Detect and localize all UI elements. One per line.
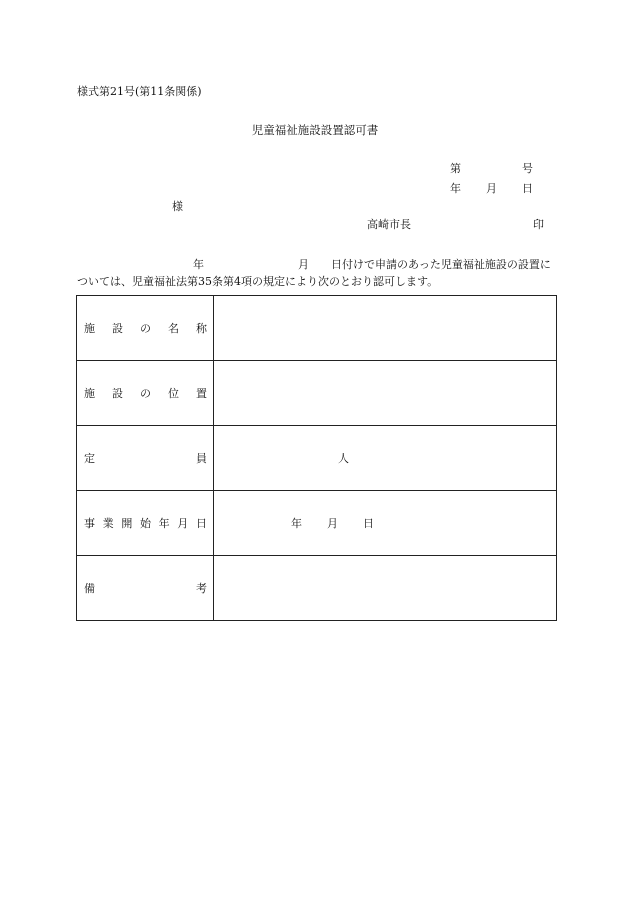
label-facility-name bbox=[77, 296, 214, 361]
issue-date-month: 月 bbox=[486, 182, 497, 195]
start-date-month: 月 bbox=[327, 517, 338, 530]
label-char: 業 bbox=[102, 517, 114, 530]
label-char: 開 bbox=[121, 517, 133, 530]
label-remarks bbox=[77, 556, 214, 621]
body-month: 月 bbox=[298, 258, 309, 271]
label-char: 備 bbox=[84, 582, 95, 595]
label-char: 日 bbox=[195, 517, 207, 530]
label-char: 設 bbox=[112, 387, 123, 400]
label-char: 位 bbox=[168, 387, 179, 400]
issue-date-day: 日 bbox=[522, 182, 533, 195]
label-char: 考 bbox=[196, 582, 207, 595]
start-date-year: 年 bbox=[291, 517, 302, 530]
label-char: の bbox=[140, 387, 151, 400]
label-facility-location bbox=[77, 361, 214, 426]
value-facility-name bbox=[214, 296, 557, 361]
capacity-unit: 人 bbox=[338, 452, 349, 465]
table-row-remarks bbox=[77, 556, 557, 621]
value-capacity bbox=[214, 426, 557, 491]
seal-mark: 印 bbox=[533, 218, 544, 231]
issue-date-year: 年 bbox=[450, 182, 461, 195]
addressee-honorific: 様 bbox=[172, 200, 183, 213]
label-char: 設 bbox=[112, 322, 123, 335]
document-title: 児童福祉施設設置認可書 bbox=[251, 123, 379, 137]
value-facility-location bbox=[214, 361, 557, 426]
table-row-capacity bbox=[77, 426, 557, 491]
body-year: 年 bbox=[193, 258, 204, 271]
issuer-name: 高崎市長 bbox=[367, 218, 411, 231]
form-number: 様式第21号(第11条関係) bbox=[77, 85, 202, 98]
table-row-facility-name bbox=[77, 296, 557, 361]
label-char: 員 bbox=[196, 452, 207, 465]
reference-number-prefix: 第 bbox=[450, 162, 461, 175]
label-char: 年 bbox=[158, 517, 170, 530]
label-char: 月 bbox=[177, 517, 189, 530]
body-paragraph bbox=[77, 256, 557, 290]
label-char: 称 bbox=[196, 322, 207, 335]
label-char: 事 bbox=[84, 517, 95, 530]
label-start-date bbox=[77, 491, 214, 556]
reference-number-suffix: 号 bbox=[522, 162, 533, 175]
label-char: 施 bbox=[84, 322, 95, 335]
value-start-date bbox=[214, 491, 557, 556]
permit-details-table bbox=[76, 295, 557, 621]
body-text: 日付けで申請のあった児童福祉施設の設置については、児童福祉法第35条第4項の規定により次のとおり認可します。 bbox=[77, 258, 551, 288]
label-char: の bbox=[140, 322, 151, 335]
label-char: 施 bbox=[84, 387, 95, 400]
table-row-start-date bbox=[77, 491, 557, 556]
label-char: 定 bbox=[84, 452, 95, 465]
value-remarks bbox=[214, 556, 557, 621]
label-char: 名 bbox=[168, 322, 179, 335]
label-char: 始 bbox=[139, 517, 151, 530]
table-row-facility-location bbox=[77, 361, 557, 426]
label-capacity bbox=[77, 426, 214, 491]
label-char: 置 bbox=[196, 387, 207, 400]
start-date-day: 日 bbox=[363, 517, 374, 530]
